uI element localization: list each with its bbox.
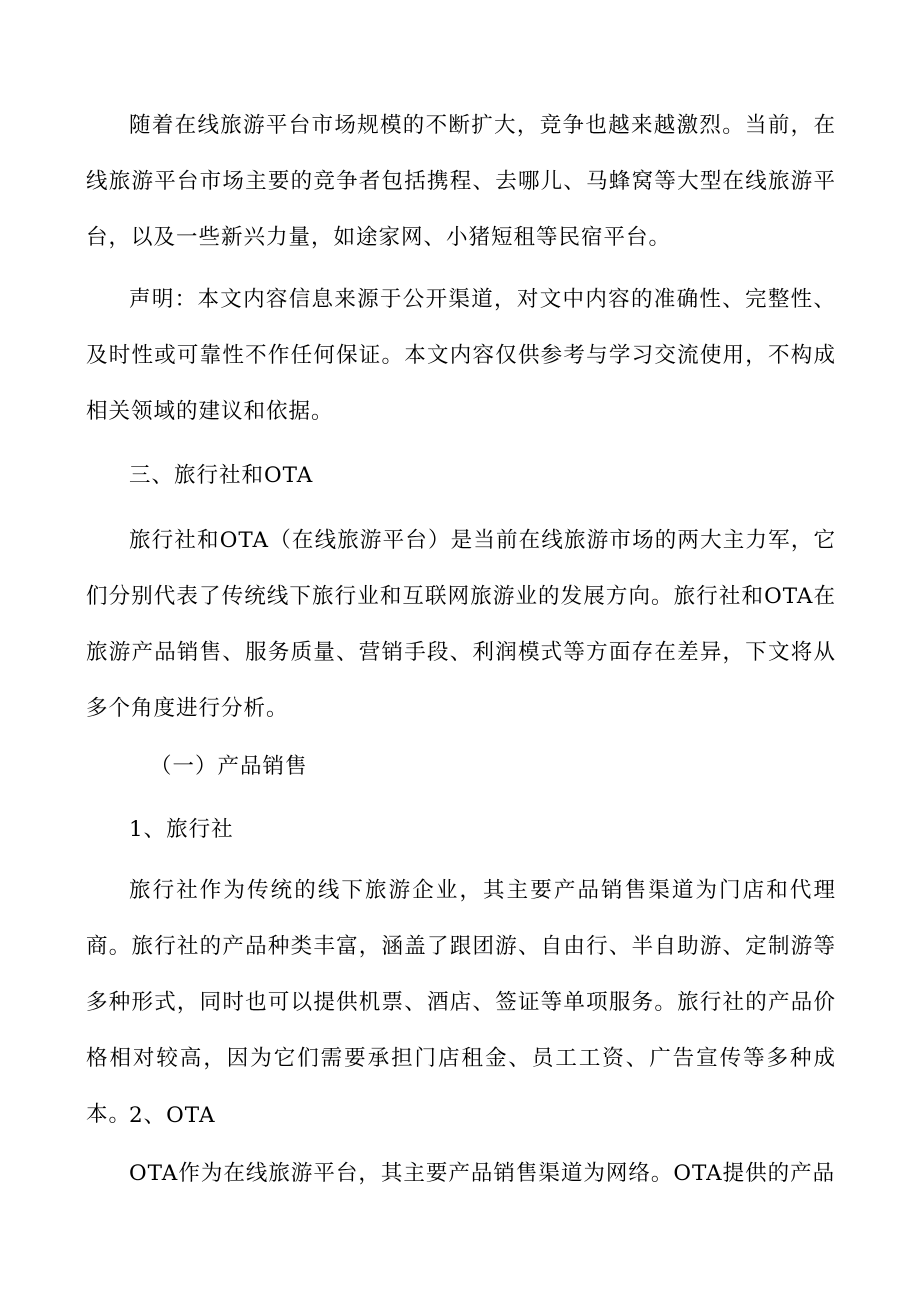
section-heading-travel-agency-ota: 三、旅行社和OTA <box>129 463 314 488</box>
item-heading-ota: 2、OTA <box>129 1103 216 1128</box>
subsection-heading-product-sales: （一）产品销售 <box>150 754 308 779</box>
paragraph-travel-agency-sales: 旅行社作为传统的线下旅游企业，其主要产品销售渠道为门店和代理商。旅行社的产品种类丰富，涵盖了跟团游、自由行、半自助游、定制游等多种形式，同时也可以提供机票、酒店、签证等单项服务。旅行社的产品价格相对较高，因为它们需要承担门店租金、员工工资、广告宣传等多种成本。 <box>86 878 836 1127</box>
item-heading-travel-agency: 1、旅行社 <box>129 817 234 842</box>
paragraph-market-competition: 随着在线旅游平台市场规模的不断扩大，竞争也越来越激烈。当前，在线旅游平台市场主要的竞争者包括携程、去哪儿、马蜂窝等大型在线旅游平台，以及一些新兴力量，如途家网、小猪短租等民宿平台。 <box>86 113 836 250</box>
paragraph-disclaimer: 声明：本文内容信息来源于公开渠道，对文中内容的准确性、完整性、及时性或可靠性不作任何保证。本文内容仅供参考与学习交流使用，不构成相关领域的建议和依据。 <box>86 287 836 424</box>
paragraph-comparison-intro: 旅行社和OTA（在线旅游平台）是当前在线旅游市场的两大主力军，它们分别代表了传统线下旅行业和互联网旅游业的发展方向。旅行社和OTA在旅游产品销售、服务质量、营销手段、利润模式等方面存在差异，下文将从多个角度进行分析。 <box>86 528 836 721</box>
paragraph-ota-sales: OTA作为在线旅游平台，其主要产品销售渠道为网络。OTA提供的产品 <box>129 1161 836 1186</box>
